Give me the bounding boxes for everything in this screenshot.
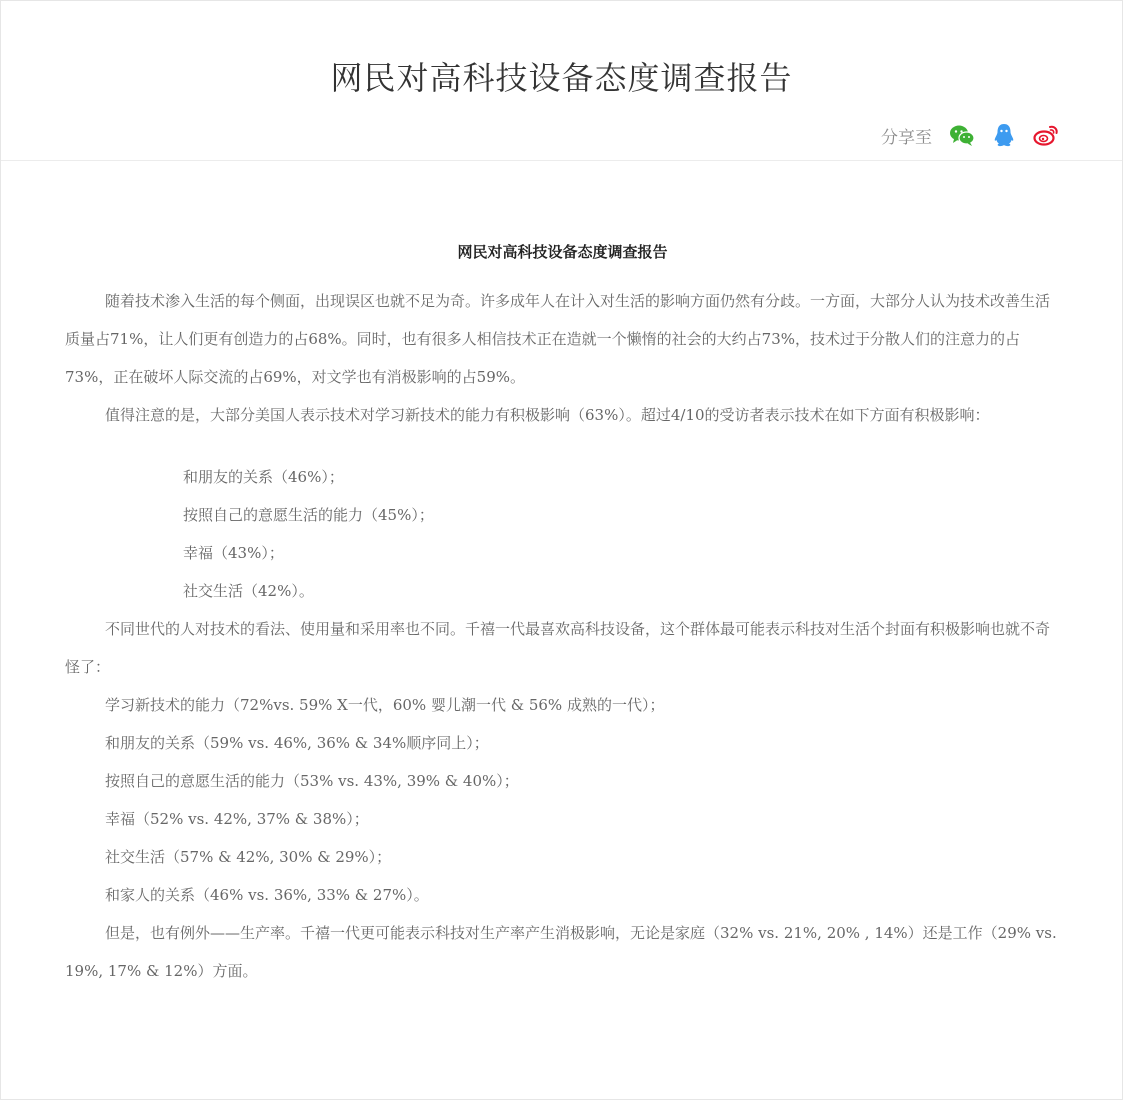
qq-icon[interactable] — [990, 121, 1018, 149]
article-subtitle: 网民对高科技设备态度调查报告 — [457, 243, 668, 261]
list-item: 按照自己的意愿生活的能力（53% vs. 43%, 39% & 40%）； — [105, 772, 519, 790]
list-item: 和朋友的关系（46%）； — [183, 468, 344, 486]
list-item: 幸福（43%）； — [183, 544, 284, 562]
list-item: 和朋友的关系（59% vs. 46%, 36% & 34%顺序同上）； — [105, 734, 489, 752]
paragraph-1: 随着技术渗入生活的每个侧面，出现误区也就不足为奇。许多成年人在计入对生活的影响方面仍然有分歧。一方面，大部分人认为技术改善生活质量占71%，让人们更有创造力的占68%。同时，也有很多人相信技术正在造就一个懒惰的社会的大约占73%，技术过于分散人们的注意力的占73%，正在破坏人际交流的占69%，对文学也有消极影响的占59%。 — [65, 292, 1051, 386]
list-item: 幸福（52% vs. 42%, 37% & 38%）； — [105, 810, 369, 828]
list-item: 社交生活（42%）。 — [183, 582, 314, 600]
list-item: 学习新技术的能力（72%vs. 59% X一代，60% 婴儿潮一代 & 56% 成熟的一代）； — [105, 696, 665, 714]
generation-list — [65, 686, 1060, 914]
spacer — [65, 434, 1060, 458]
list-item: 按照自己的意愿生活的能力（45%）； — [183, 506, 434, 524]
list-item: 和家人的关系（46% vs. 36%, 33% & 27%）。 — [105, 886, 429, 904]
article-body — [65, 241, 1060, 990]
article-header — [1, 1, 1122, 161]
share-bar — [881, 121, 1060, 149]
paragraph-2: 值得注意的是，大部分美国人表示技术对学习新技术的能力有积极影响（63%）。超过4/10的受访者表示技术在如下方面有积极影响： — [105, 406, 990, 424]
paragraph-3: 不同世代的人对技术的看法、使用量和采用率也不同。千禧一代最喜欢高科技设备，这个群体最可能表示科技对生活个封面有积极影响也就不奇怪了： — [65, 620, 1051, 676]
share-label: 分享至 — [881, 127, 932, 148]
list-item: 社交生活（57% & 42%, 30% & 29%）； — [105, 848, 392, 866]
weibo-icon[interactable] — [1032, 121, 1060, 149]
paragraph-4: 但是，也有例外——生产率。千禧一代更可能表示科技对生产率产生消极影响，无论是家庭（32% vs. 21%, 20% , 14%）还是工作（29% vs. 19%, 17% & 12%）方面。 — [65, 924, 1057, 980]
wechat-icon[interactable] — [948, 121, 976, 149]
page-title: 网民对高科技设备态度调查报告 — [330, 59, 793, 97]
positive-impact-list — [65, 458, 1060, 610]
